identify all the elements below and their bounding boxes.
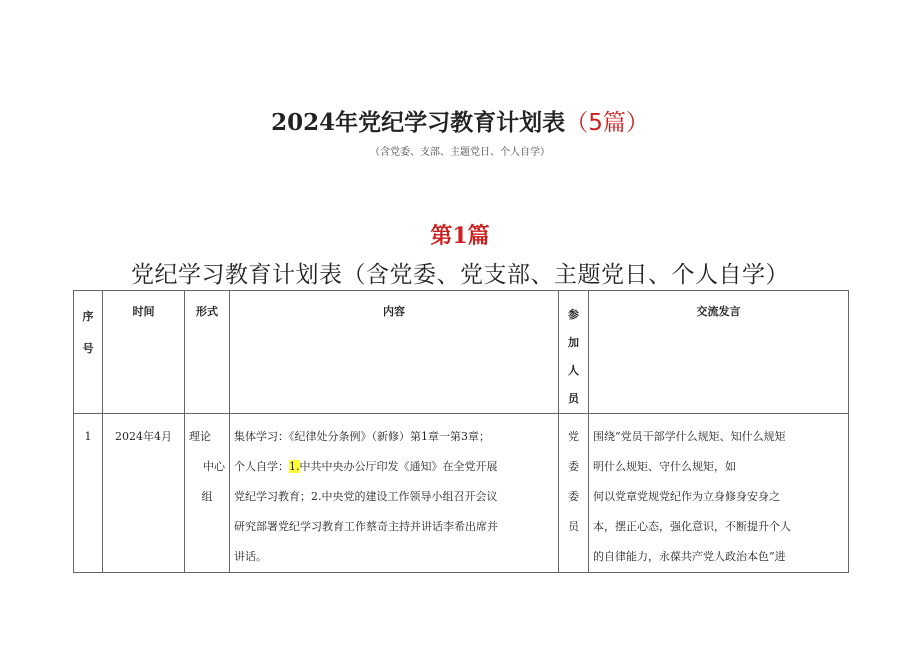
- speech-line: 的自律能力，永葆共产党人政治本色”进: [593, 550, 786, 563]
- content-prefix: 个人自学：: [234, 460, 289, 473]
- table-row: [74, 414, 849, 573]
- document-title-text: 2024年党纪学习教育计划表: [271, 109, 566, 136]
- header-participants-char: 员: [568, 392, 579, 405]
- row-participants: [559, 414, 589, 573]
- row-form: [185, 414, 230, 573]
- header-content: [230, 291, 559, 414]
- row-content: [230, 414, 559, 573]
- content-line: 党纪学习教育；2.中央党的建设工作领导小组召开会议: [234, 490, 498, 503]
- header-seq-char: 号: [82, 342, 94, 355]
- content-line: [234, 452, 554, 482]
- plan-table: [73, 290, 849, 573]
- row-seq: [74, 414, 103, 573]
- header-speech: [589, 291, 849, 414]
- header-participants-char: 人: [568, 364, 579, 377]
- header-form: [185, 291, 230, 414]
- row-form-line: 中心: [203, 460, 225, 473]
- document-title: [0, 104, 920, 137]
- content-line: 研究部署党纪学习教育工作蔡奇主持并讲话李希出席并: [234, 520, 498, 533]
- participants-char: 员: [568, 520, 579, 533]
- plan-title: 党纪学习教育计划表（含党委、党支部、主题党日、个人自学）: [131, 262, 789, 288]
- participants-char: 党: [568, 430, 579, 443]
- header-seq: [74, 291, 103, 414]
- speech-line: 何以党章党规党纪作为立身修身安身之: [593, 490, 780, 503]
- row-form-line: 组: [201, 490, 213, 503]
- header-time-label: 时间: [132, 305, 155, 318]
- content-highlight: 1.: [289, 460, 300, 473]
- document-title-count: （5篇）: [565, 110, 649, 136]
- row-time: [103, 414, 185, 573]
- speech-line: 本，摆正心态，强化意识，不断提升个人: [593, 520, 791, 533]
- header-form-label: 形式: [196, 305, 218, 318]
- row-time-value: 2024年4月: [115, 430, 172, 443]
- part-label: 第1篇: [430, 223, 490, 249]
- row-speech: [589, 414, 849, 573]
- header-seq-char: 序: [82, 310, 94, 323]
- header-participants-char: 加: [568, 336, 579, 349]
- header-speech-label: 交流发言: [696, 305, 741, 318]
- row-form-line: 理论: [189, 430, 211, 443]
- row-seq-value: 1: [84, 430, 92, 443]
- table-header-row: [74, 291, 849, 414]
- participants-char: 委: [568, 490, 579, 503]
- speech-line: 明什么规矩、守什么规矩，如: [593, 460, 736, 473]
- header-time: [103, 291, 185, 414]
- content-rest: 中共中央办公厅印发《通知》在全党开展: [299, 460, 498, 473]
- header-content-label: 内容: [383, 305, 405, 318]
- header-participants: [559, 291, 589, 414]
- content-line: 讲话。: [234, 550, 267, 563]
- content-line: 集体学习：《纪律处分条例》（新修）第1章一第3章；: [234, 430, 490, 443]
- participants-char: 委: [568, 460, 579, 473]
- header-participants-char: 参: [568, 308, 579, 321]
- document-subtitle: （含党委、支部、主题党日、个人自学）: [370, 147, 550, 158]
- speech-line: 围绕“党员干部学什么规矩、知什么规矩: [593, 430, 786, 443]
